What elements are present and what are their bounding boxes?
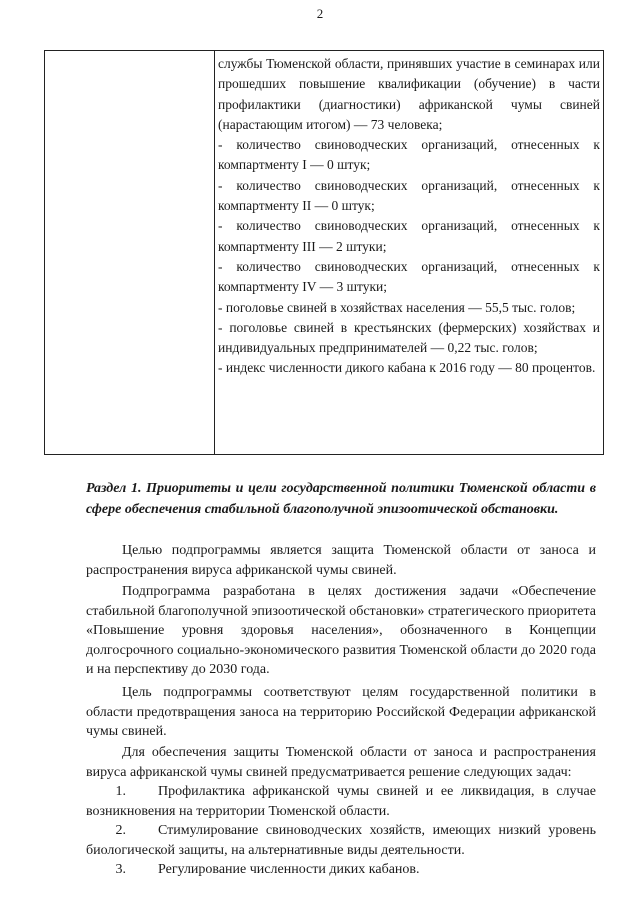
page-number: 2 (316, 6, 324, 21)
paragraph-align (86, 683, 596, 742)
task-text: Регулирование численности диких кабанов. (158, 862, 420, 877)
table-line: службы Тюменской области, принявших участие в семинарах или прошедших повышение квалификации (обучение) в части профилактики (диагностики) африканской чумы свиней (нарастающим итогом) — 73 человека; (218, 56, 600, 132)
paragraph-developed (86, 582, 596, 680)
paragraph-goal-text: Целью подпрограммы является защита Тюменской области от заноса и распространения вируса африканской чумы свиней. (86, 543, 596, 578)
task-item (86, 860, 596, 880)
table-right-cell (218, 54, 600, 379)
paragraph-goal (86, 541, 596, 580)
table-line: - индекс численности дикого кабана к 2016 году — 80 процентов. (218, 360, 596, 376)
task-item (86, 782, 596, 821)
task-number: 1. (115, 784, 126, 799)
paragraph-protect (86, 743, 596, 880)
task-number: 3. (115, 862, 126, 877)
table-line: - поголовье свиней в крестьянских (фермерских) хозяйствах и индивидуальных предпринимателей — 0,22 тыс. голов; (218, 319, 600, 356)
indicators-table-continuation (44, 50, 604, 455)
task-text: Профилактика африканской чумы свиней и ее ликвидация, в случае возникновения на территории Тюменской области. (86, 784, 596, 819)
task-item (86, 821, 596, 860)
table-line: - количество свиноводческих организаций, отнесенных к компартменту II — 0 штук; (218, 177, 600, 214)
table-column-divider (214, 51, 215, 454)
task-text: Стимулирование свиноводческих хозяйств, имеющих низкий уровень биологической защиты, на альтернативные виды деятельности. (86, 823, 596, 858)
table-line: - количество свиноводческих организаций, отнесенных к компартменту III — 2 штуки; (218, 218, 600, 254)
section-heading: Раздел 1. Приоритеты и цели государственной политики Тюменской области в сфере обеспечения стабильной благополучной эпизоотической обстановки. (86, 481, 596, 517)
paragraph-protect-text: Для обеспечения защиты Тюменской области от заноса и распространения вируса африканской чумы свиней предусматривается решение следующих задач: (86, 745, 596, 780)
table-line: - количество свиноводческих организаций, отнесенных к компартменту IV — 3 штуки; (218, 258, 600, 295)
table-line: - поголовье свиней в хозяйствах населения — 55,5 тыс. голов; (218, 299, 576, 315)
paragraph-developed-text: Подпрограмма разработана в целях достижения задачи «Обеспечение стабильной благополучной эпизоотической обстановки» стратегического приоритета «Повышение уровня здоровья населения», обозначенного в Концепции долгосрочного социально-экономического развития Тюменской области до 2020 года и на перспективу до 2030 года. (86, 584, 596, 677)
task-number: 2. (115, 823, 126, 838)
table-line: - количество свиноводческих организаций, отнесенных к компартменту I — 0 штук; (218, 137, 600, 173)
paragraph-align-text: Цель подпрограммы соответствуют целям государственной политики в области предотвращения заноса на территорию Российской Федерации африканской чумы свиней. (86, 685, 596, 739)
